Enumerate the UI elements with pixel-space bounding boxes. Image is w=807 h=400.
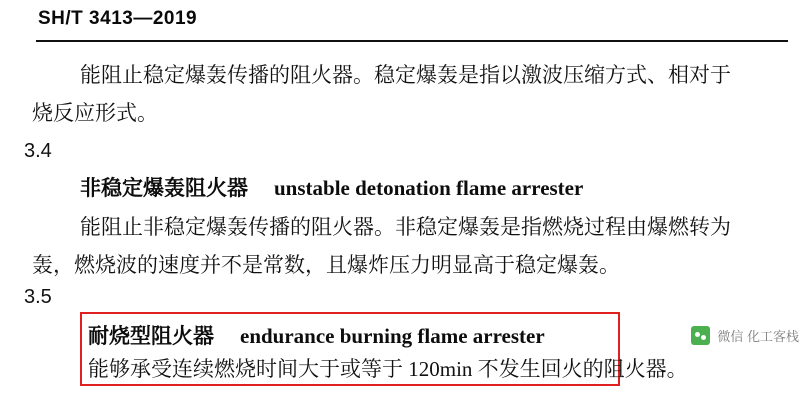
term-en-3-5: endurance burning flame arrester: [240, 324, 545, 348]
term-en-3-4: unstable detonation flame arrester: [274, 176, 584, 200]
watermark-account-text: 微信 化工客栈: [717, 329, 799, 344]
term-cn-3-5: 耐烧型阻火器: [88, 324, 214, 348]
standard-number-header: SH/T 3413—2019: [38, 8, 198, 29]
paragraph-3-5-line-1: 能够承受连续燃烧时间大于或等于 120min 不发生回火的阻火器。: [88, 357, 688, 381]
term-cn-3-4: 非稳定爆轰阻火器: [80, 176, 248, 200]
watermark-account: [691, 326, 799, 345]
clause-number-3-5: 3.5: [24, 286, 52, 308]
green-rounded-logo-icon: [691, 326, 710, 345]
paragraph-3-3-line-1: 能阻止稳定爆轰传播的阻火器。稳定爆轰是指以激波压缩方式、相对于: [80, 63, 731, 87]
paragraph-3-4-line-1: 能阻止非稳定爆轰传播的阻火器。非稳定爆轰是指燃烧过程由爆燃转为: [80, 215, 731, 239]
paragraph-3-4-line-2: 轰，燃烧波的速度并不是常数，且爆炸压力明显高于稳定爆轰。: [32, 253, 620, 277]
paragraph-3-3-line-2: 烧反应形式。: [32, 101, 158, 125]
clause-number-3-4: 3.4: [24, 140, 52, 162]
term-heading-3-4: [80, 172, 583, 202]
term-heading-3-5: [88, 320, 545, 350]
header-divider-rule: [36, 40, 788, 42]
